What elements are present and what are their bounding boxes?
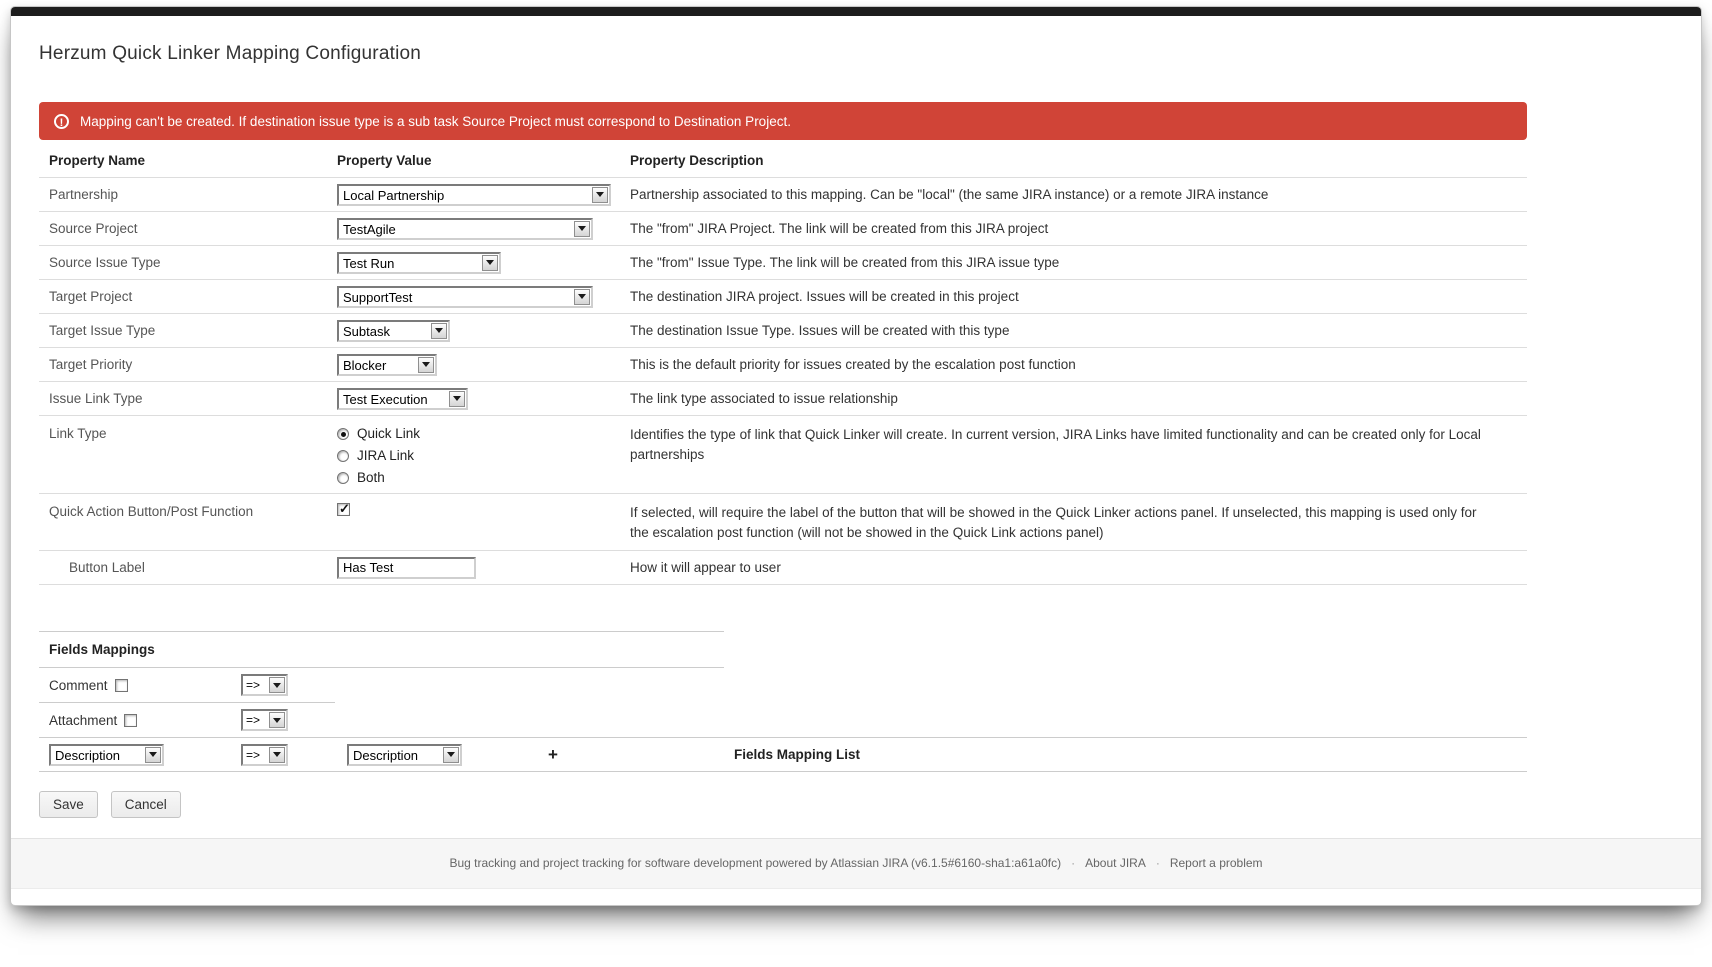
property-name-label: Target Priority <box>49 357 133 372</box>
source-field-select[interactable] <box>49 744 164 766</box>
footer <box>11 838 1701 889</box>
chevron-down-icon[interactable] <box>574 289 590 305</box>
footer-separator: · <box>1155 856 1160 871</box>
property-row-source-project <box>39 211 1527 245</box>
property-description: The destination JIRA project. Issues will be created in this project <box>630 288 1019 304</box>
property-description: The link type associated to issue relationship <box>630 390 898 406</box>
link-type-radio-group <box>337 424 630 485</box>
fields-mapping-row-attachment <box>39 703 724 737</box>
fields-mappings-title: Fields Mappings <box>39 632 724 668</box>
property-name-label: Target Issue Type <box>49 323 156 338</box>
button-label-input[interactable] <box>337 557 476 579</box>
radio-label: Quick Link <box>357 426 421 441</box>
target-priority-select-value: Blocker <box>343 357 387 373</box>
footer-separator: · <box>1071 856 1076 871</box>
property-description: How it will appear to user <box>630 559 781 575</box>
chevron-down-icon[interactable] <box>269 747 285 763</box>
property-row-target-priority <box>39 347 1527 381</box>
chevron-down-icon[interactable] <box>269 677 285 693</box>
target-field-select[interactable] <box>347 744 462 766</box>
comment-checkbox[interactable] <box>115 679 128 692</box>
property-name-header: Property Name <box>49 153 146 168</box>
partnership-select[interactable] <box>337 184 611 206</box>
source-issue-type-select[interactable] <box>337 252 501 274</box>
error-banner <box>39 102 1527 140</box>
chevron-down-icon[interactable] <box>431 323 447 339</box>
property-row-quick-action <box>39 493 1527 550</box>
app-window <box>10 6 1702 906</box>
fields-mapping-builder-row <box>39 737 1527 772</box>
mapping-direction-select[interactable] <box>241 744 288 766</box>
property-row-target-project <box>39 279 1527 313</box>
target-priority-select[interactable] <box>337 354 437 376</box>
fields-mapping-list-title: Fields Mapping List <box>734 747 861 763</box>
comment-direction-select[interactable] <box>241 674 288 696</box>
link-type-radio-jira-link[interactable] <box>337 448 630 463</box>
property-description: The "from" Issue Type. The link will be created from this JIRA issue type <box>630 254 1060 270</box>
chevron-down-icon[interactable] <box>418 357 434 373</box>
property-value-header: Property Value <box>337 153 432 168</box>
source-project-select-value: TestAgile <box>343 221 396 237</box>
property-name-label: Source Issue Type <box>49 255 161 270</box>
property-table-header <box>39 144 1527 177</box>
cancel-button[interactable]: Cancel <box>111 791 181 818</box>
fields-mappings-section <box>39 631 724 737</box>
card-bottom-spacer <box>11 889 1701 905</box>
issue-link-type-select[interactable] <box>337 388 468 410</box>
property-row-target-issue-type <box>39 313 1527 347</box>
link-type-radio-quick-link[interactable] <box>337 426 630 441</box>
report-a-problem-link[interactable]: Report a problem <box>1169 856 1263 871</box>
page-title: Herzum Quick Linker Mapping Configuration <box>39 43 422 64</box>
quick-action-checkbox[interactable] <box>337 503 350 516</box>
chevron-down-icon[interactable] <box>449 391 465 407</box>
property-description: Identifies the type of link that Quick Linker will create. In current version, JIRA Links have limited functionality and can be created only for Local partnerships <box>630 427 1481 462</box>
target-project-select[interactable] <box>337 286 593 308</box>
target-issue-type-select[interactable] <box>337 320 450 342</box>
property-row-issue-link-type <box>39 381 1527 415</box>
chevron-down-icon[interactable] <box>592 187 608 203</box>
attachment-direction-value: => <box>246 713 261 728</box>
attachment-direction-select[interactable] <box>241 709 288 731</box>
property-name-label: Source Project <box>49 221 138 236</box>
target-field-value: Description <box>353 747 419 763</box>
property-description: If selected, will require the label of the button that will be showed in the Quick Linker actions panel. If unselected, this mapping is used only for the escalation post function (will not be showed in the Quick Link actions panel) <box>630 505 1477 540</box>
property-table <box>39 144 1527 585</box>
add-mapping-button[interactable]: + <box>548 745 558 765</box>
property-description: Partnership associated to this mapping. Can be "local" (the same JIRA instance) or a remote JIRA instance <box>630 186 1269 202</box>
property-row-link-type <box>39 415 1527 493</box>
property-description: This is the default priority for issues created by the escalation post function <box>630 356 1076 372</box>
radio-unselected-icon <box>337 472 349 484</box>
fields-mapping-row-comment <box>39 668 724 702</box>
chevron-down-icon[interactable] <box>269 712 285 728</box>
comment-label: Comment <box>49 677 108 693</box>
property-name-label: Target Project <box>49 289 133 304</box>
chevron-down-icon[interactable] <box>482 255 498 271</box>
alert-icon: ! <box>54 114 69 129</box>
chevron-down-icon[interactable] <box>443 747 459 763</box>
property-name-label: Link Type <box>49 426 107 441</box>
about-jira-link[interactable]: About JIRA <box>1085 856 1146 871</box>
save-button[interactable]: Save <box>39 791 98 818</box>
property-row-partnership <box>39 177 1527 211</box>
error-banner-message: Mapping can't be created. If destination issue type is a sub task Source Project must correspond to Destination Project. <box>80 113 791 129</box>
footer-credit-text: Bug tracking and project tracking for software development powered by Atlassian JIRA (v6.1.5#6160-sha1:a61a0fc) <box>449 856 1062 871</box>
window-top-bar <box>11 7 1701 16</box>
property-name-label: Button Label <box>69 560 145 576</box>
source-issue-type-select-value: Test Run <box>343 255 395 271</box>
form-actions <box>39 791 1673 818</box>
property-description: The destination Issue Type. Issues will be created with this type <box>630 322 1010 338</box>
target-issue-type-select-value: Subtask <box>343 323 390 339</box>
source-field-value: Description <box>55 747 121 763</box>
issue-link-type-select-value: Test Execution <box>343 391 428 407</box>
property-row-source-issue-type <box>39 245 1527 279</box>
comment-direction-value: => <box>246 678 261 693</box>
property-row-button-label <box>39 550 1527 584</box>
property-description: The "from" JIRA Project. The link will be created from this JIRA project <box>630 220 1049 236</box>
property-description-header: Property Description <box>630 153 764 168</box>
chevron-down-icon[interactable] <box>145 747 161 763</box>
attachment-label: Attachment <box>49 712 118 728</box>
link-type-radio-both[interactable] <box>337 470 630 485</box>
main-content <box>11 43 1701 818</box>
partnership-select-value: Local Partnership <box>343 187 445 203</box>
property-name-label: Quick Action Button/Post Function <box>49 504 254 519</box>
chevron-down-icon[interactable] <box>574 221 590 237</box>
property-name-label: Partnership <box>49 187 119 202</box>
radio-selected-icon <box>337 428 349 440</box>
target-project-select-value: SupportTest <box>343 289 413 305</box>
radio-label: JIRA Link <box>357 448 415 463</box>
mapping-direction-value: => <box>246 747 261 762</box>
radio-unselected-icon <box>337 450 349 462</box>
radio-label: Both <box>357 470 385 485</box>
property-name-label: Issue Link Type <box>49 391 143 406</box>
source-project-select[interactable] <box>337 218 593 240</box>
attachment-checkbox[interactable] <box>124 714 137 727</box>
